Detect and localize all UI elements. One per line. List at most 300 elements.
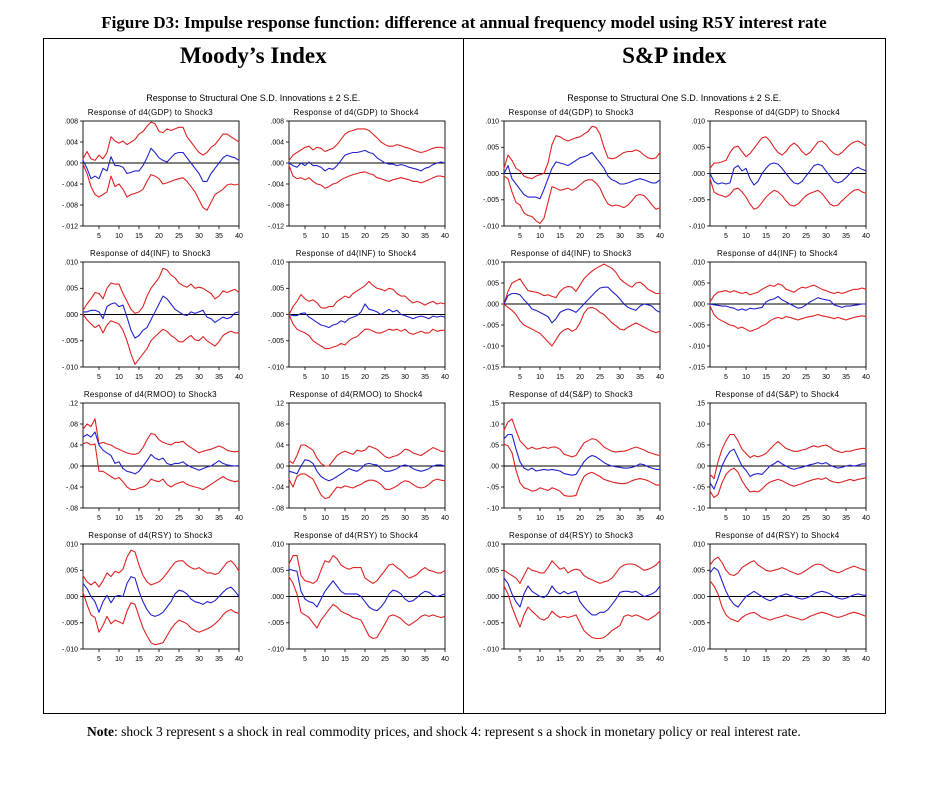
svg-text:.010: .010 [691, 541, 706, 549]
x-tick-labels [97, 508, 243, 522]
axes [689, 119, 870, 241]
svg-text:40: 40 [235, 656, 244, 664]
svg-text:35: 35 [215, 233, 224, 241]
svg-text:.15: .15 [695, 400, 706, 408]
svg-text:30: 30 [822, 233, 831, 241]
y-tick-labels [689, 119, 710, 231]
svg-text:20: 20 [361, 656, 370, 664]
x-tick-labels [518, 649, 664, 663]
chart-plot [257, 540, 455, 666]
svg-text:15: 15 [556, 374, 565, 382]
svg-text:.00: .00 [68, 463, 79, 471]
svg-text:15: 15 [762, 233, 771, 241]
svg-text:-.005: -.005 [62, 338, 79, 346]
svg-text:.010: .010 [485, 118, 500, 126]
irf-chart [253, 390, 459, 525]
svg-text:30: 30 [822, 374, 831, 382]
panel-title: S&P index [622, 43, 727, 69]
svg-text:.010: .010 [270, 541, 285, 549]
svg-text:40: 40 [441, 515, 450, 523]
chart-plot [51, 399, 249, 525]
irf-chart [674, 249, 880, 384]
svg-text:40: 40 [441, 233, 450, 241]
response-line [710, 163, 866, 185]
chart-grid [44, 108, 464, 666]
upper-band-line [504, 127, 660, 179]
chart-title: Response of d4(INF) to Shock4 [295, 249, 417, 259]
svg-text:5: 5 [724, 233, 729, 241]
note-label: Note [87, 724, 114, 740]
svg-text:.10: .10 [695, 421, 706, 429]
svg-text:35: 35 [421, 374, 430, 382]
panel-moodys-index [44, 39, 465, 713]
svg-text:40: 40 [441, 656, 450, 664]
y-tick-labels [487, 401, 504, 513]
y-tick-labels [693, 401, 710, 513]
x-tick-labels [97, 226, 243, 240]
svg-text:5: 5 [518, 233, 523, 241]
svg-text:20: 20 [782, 233, 791, 241]
svg-text:.08: .08 [274, 421, 285, 429]
svg-text:25: 25 [802, 374, 811, 382]
panel-subtitle: Response to Structural One S.D. Innovations ± 2 S.E. [567, 93, 782, 104]
svg-text:40: 40 [235, 233, 244, 241]
chart-grid [464, 108, 885, 666]
lower-band-line [504, 586, 660, 639]
svg-text:5: 5 [518, 515, 523, 523]
svg-text:-.05: -.05 [487, 484, 500, 492]
chart-plot [678, 399, 876, 525]
chart-plot [472, 399, 670, 525]
lower-band-line [289, 474, 445, 499]
svg-text:35: 35 [215, 515, 224, 523]
svg-text:.05: .05 [489, 442, 500, 450]
svg-text:-.10: -.10 [693, 505, 706, 513]
svg-text:-.015: -.015 [483, 364, 500, 372]
upper-band-line [504, 419, 660, 457]
irf-chart [48, 390, 254, 525]
chart-plot [472, 540, 670, 666]
y-tick-labels [689, 542, 710, 654]
svg-text:.004: .004 [64, 139, 79, 147]
svg-text:-.005: -.005 [268, 620, 285, 628]
svg-text:.005: .005 [485, 280, 500, 288]
upper-band-line [710, 435, 866, 479]
svg-text:-.005: -.005 [483, 322, 500, 330]
svg-text:.010: .010 [485, 541, 500, 549]
figure-page [0, 12, 928, 742]
svg-text:35: 35 [421, 515, 430, 523]
y-tick-labels [62, 119, 83, 231]
upper-band-line [83, 123, 239, 161]
svg-text:-.004: -.004 [268, 181, 285, 189]
svg-text:10: 10 [321, 515, 330, 523]
svg-text:20: 20 [782, 656, 791, 664]
chart-plot [472, 258, 670, 384]
x-tick-labels [518, 508, 664, 522]
svg-text:.000: .000 [485, 301, 500, 309]
svg-text:.000: .000 [691, 171, 706, 179]
svg-text:20: 20 [361, 233, 370, 241]
svg-text:30: 30 [616, 656, 625, 664]
response-line [710, 568, 866, 607]
svg-text:-.005: -.005 [689, 620, 706, 628]
svg-text:.000: .000 [270, 312, 285, 320]
svg-text:10: 10 [321, 656, 330, 664]
svg-text:20: 20 [155, 233, 164, 241]
x-tick-labels [303, 508, 449, 522]
upper-band-line [83, 269, 239, 314]
x-tick-labels [724, 649, 870, 663]
svg-text:-.005: -.005 [62, 620, 79, 628]
axes [483, 260, 664, 382]
x-tick-labels [518, 226, 664, 240]
svg-text:25: 25 [175, 656, 184, 664]
svg-text:30: 30 [822, 515, 831, 523]
svg-text:.010: .010 [691, 259, 706, 267]
svg-text:5: 5 [303, 233, 308, 241]
svg-text:.005: .005 [64, 285, 79, 293]
svg-text:.008: .008 [270, 118, 285, 126]
chart-title: Response of d4(RSY) to Shock4 [715, 531, 840, 541]
svg-text:35: 35 [636, 656, 645, 664]
svg-text:35: 35 [636, 374, 645, 382]
svg-text:.000: .000 [64, 312, 79, 320]
svg-text:-.010: -.010 [62, 364, 79, 372]
svg-text:.005: .005 [691, 567, 706, 575]
chart-plot [472, 117, 670, 243]
chart-plot [51, 540, 249, 666]
svg-text:.010: .010 [64, 541, 79, 549]
svg-text:20: 20 [576, 374, 585, 382]
svg-text:-.005: -.005 [268, 338, 285, 346]
svg-text:.005: .005 [485, 144, 500, 152]
response-line [710, 297, 866, 311]
svg-text:35: 35 [421, 233, 430, 241]
chart-title: Response of d4(INF) to Shock3 [89, 249, 211, 259]
svg-text:-.012: -.012 [62, 223, 79, 231]
svg-text:.08: .08 [68, 421, 79, 429]
svg-text:20: 20 [361, 374, 370, 382]
y-tick-labels [272, 401, 289, 513]
svg-text:25: 25 [381, 374, 390, 382]
axes [268, 119, 449, 241]
y-tick-labels [268, 542, 289, 654]
chart-plot [678, 540, 876, 666]
irf-chart [468, 531, 674, 666]
svg-text:-.010: -.010 [483, 223, 500, 231]
svg-text:25: 25 [596, 374, 605, 382]
svg-text:-.04: -.04 [272, 484, 285, 492]
svg-text:25: 25 [802, 656, 811, 664]
svg-text:15: 15 [762, 374, 771, 382]
svg-text:-.012: -.012 [268, 223, 285, 231]
svg-text:30: 30 [616, 233, 625, 241]
svg-text:20: 20 [361, 515, 370, 523]
chart-title: Response of d4(RSY) to Shock3 [88, 531, 213, 541]
upper-band-line [710, 137, 866, 169]
svg-text:30: 30 [195, 233, 204, 241]
note-text: : shock 3 represent s a shock in real commodity prices, and shock 4: represent s a shock in monetary policy or real interest rate. [114, 724, 801, 740]
y-tick-labels [689, 260, 710, 372]
chart-title: Response of d4(RMOO) to Shock4 [289, 390, 423, 400]
svg-text:15: 15 [341, 233, 350, 241]
svg-text:.15: .15 [489, 400, 500, 408]
svg-text:10: 10 [536, 656, 545, 664]
chart-title: Response of d4(INF) to Shock3 [510, 249, 632, 259]
chart-plot [678, 117, 876, 243]
svg-text:.005: .005 [64, 567, 79, 575]
svg-text:40: 40 [656, 233, 665, 241]
chart-title: Response of d4(RSY) to Shock4 [293, 531, 419, 541]
svg-text:25: 25 [802, 233, 811, 241]
lower-band-line [289, 166, 445, 189]
svg-text:-.010: -.010 [689, 343, 706, 351]
svg-text:.000: .000 [270, 160, 285, 168]
svg-text:-.008: -.008 [268, 202, 285, 210]
chart-plot [257, 117, 455, 243]
svg-text:5: 5 [97, 515, 102, 523]
svg-text:20: 20 [782, 515, 791, 523]
chart-title: Response of d4(RSY) to Shock3 [508, 531, 634, 541]
svg-text:5: 5 [97, 374, 102, 382]
svg-text:20: 20 [576, 656, 585, 664]
irf-chart [468, 249, 674, 384]
chart-title: Response of d4(INF) to Shock4 [716, 249, 838, 259]
svg-text:40: 40 [441, 374, 450, 382]
svg-text:.00: .00 [489, 463, 500, 471]
svg-text:5: 5 [724, 374, 729, 382]
svg-text:.004: .004 [270, 139, 285, 147]
svg-text:.000: .000 [270, 594, 285, 602]
svg-text:35: 35 [842, 656, 851, 664]
svg-text:40: 40 [656, 656, 665, 664]
svg-text:5: 5 [97, 656, 102, 664]
svg-text:30: 30 [616, 515, 625, 523]
svg-text:.010: .010 [485, 259, 500, 267]
irf-chart [468, 390, 674, 525]
axes [62, 260, 243, 382]
svg-text:40: 40 [862, 374, 871, 382]
response-line [83, 297, 239, 339]
axes [693, 401, 870, 523]
svg-text:.000: .000 [485, 171, 500, 179]
svg-text:30: 30 [195, 515, 204, 523]
svg-text:.10: .10 [489, 421, 500, 429]
svg-text:.000: .000 [64, 594, 79, 602]
upper-band-line [710, 558, 866, 576]
irf-chart [674, 531, 880, 666]
y-tick-labels [268, 119, 289, 231]
svg-text:40: 40 [862, 515, 871, 523]
irf-chart [253, 108, 459, 243]
x-tick-labels [97, 367, 243, 381]
chart-title: Response of d4(S&P) to Shock4 [715, 390, 840, 400]
svg-text:40: 40 [862, 656, 871, 664]
svg-text:25: 25 [175, 515, 184, 523]
svg-text:.005: .005 [691, 280, 706, 288]
svg-text:15: 15 [135, 656, 144, 664]
irf-chart [253, 249, 459, 384]
svg-text:10: 10 [742, 233, 751, 241]
upper-band-line [504, 561, 660, 584]
lower-band-line [289, 577, 445, 639]
svg-text:35: 35 [636, 515, 645, 523]
svg-text:.005: .005 [270, 285, 285, 293]
svg-text:5: 5 [518, 374, 523, 382]
y-tick-labels [483, 260, 504, 372]
svg-text:.008: .008 [64, 118, 79, 126]
figure-note [87, 722, 888, 742]
svg-text:10: 10 [536, 374, 545, 382]
svg-text:-.010: -.010 [483, 646, 500, 654]
upper-band-line [289, 556, 445, 584]
svg-text:10: 10 [115, 515, 124, 523]
svg-text:-.010: -.010 [268, 646, 285, 654]
svg-text:25: 25 [381, 656, 390, 664]
svg-text:15: 15 [556, 233, 565, 241]
svg-text:-.008: -.008 [62, 202, 79, 210]
svg-text:15: 15 [341, 515, 350, 523]
svg-text:35: 35 [215, 656, 224, 664]
svg-text:25: 25 [802, 515, 811, 523]
svg-text:-.08: -.08 [272, 505, 285, 513]
svg-text:25: 25 [175, 374, 184, 382]
svg-text:5: 5 [97, 233, 102, 241]
svg-text:25: 25 [175, 233, 184, 241]
svg-text:-.005: -.005 [483, 197, 500, 205]
svg-text:-.04: -.04 [66, 484, 79, 492]
svg-text:.005: .005 [270, 567, 285, 575]
axes [689, 542, 870, 664]
svg-text:-.010: -.010 [689, 646, 706, 654]
svg-text:-.005: -.005 [689, 322, 706, 330]
x-tick-labels [724, 226, 870, 240]
svg-text:30: 30 [822, 656, 831, 664]
svg-text:-.010: -.010 [268, 364, 285, 372]
lower-band-line [710, 179, 866, 210]
upper-band-line [504, 265, 660, 305]
chart-plot [51, 117, 249, 243]
svg-text:.010: .010 [691, 118, 706, 126]
chart-plot [678, 258, 876, 384]
response-line [289, 304, 445, 328]
irf-chart [674, 108, 880, 243]
upper-band-line [83, 551, 239, 588]
svg-text:10: 10 [321, 233, 330, 241]
svg-text:5: 5 [303, 374, 308, 382]
svg-text:5: 5 [303, 656, 308, 664]
irf-chart [674, 390, 880, 525]
svg-text:.000: .000 [691, 594, 706, 602]
axes [62, 542, 243, 664]
x-tick-labels [518, 367, 664, 381]
svg-text:.05: .05 [695, 442, 706, 450]
figure-frame [43, 38, 886, 714]
svg-text:30: 30 [401, 656, 410, 664]
svg-text:5: 5 [518, 656, 523, 664]
chart-title: Response of d4(GDP) to Shock3 [87, 108, 213, 118]
svg-text:15: 15 [556, 515, 565, 523]
svg-text:20: 20 [576, 233, 585, 241]
svg-text:30: 30 [401, 374, 410, 382]
svg-text:25: 25 [381, 233, 390, 241]
svg-text:10: 10 [536, 233, 545, 241]
svg-text:-.010: -.010 [483, 343, 500, 351]
x-tick-labels [724, 508, 870, 522]
svg-text:-.05: -.05 [693, 484, 706, 492]
chart-title: Response of d4(GDP) to Shock3 [508, 108, 634, 118]
svg-text:10: 10 [742, 656, 751, 664]
svg-text:30: 30 [195, 374, 204, 382]
irf-chart [48, 531, 254, 666]
chart-title: Response of d4(GDP) to Shock4 [714, 108, 840, 118]
x-tick-labels [303, 367, 449, 381]
svg-text:10: 10 [115, 656, 124, 664]
y-tick-labels [483, 542, 504, 654]
chart-title: Response of d4(RMOO) to Shock3 [83, 390, 217, 400]
svg-text:40: 40 [235, 515, 244, 523]
chart-plot [51, 258, 249, 384]
svg-text:.12: .12 [68, 400, 79, 408]
response-line [289, 460, 445, 481]
svg-text:5: 5 [724, 515, 729, 523]
svg-text:10: 10 [536, 515, 545, 523]
svg-text:15: 15 [135, 233, 144, 241]
svg-text:.005: .005 [485, 567, 500, 575]
svg-text:.04: .04 [274, 442, 285, 450]
lower-band-line [710, 469, 866, 498]
lower-band-line [710, 307, 866, 332]
response-line [289, 570, 445, 612]
svg-text:-.005: -.005 [483, 620, 500, 628]
svg-text:10: 10 [742, 374, 751, 382]
svg-text:10: 10 [115, 233, 124, 241]
svg-text:35: 35 [215, 374, 224, 382]
svg-text:.010: .010 [270, 259, 285, 267]
svg-text:40: 40 [235, 374, 244, 382]
svg-text:-.005: -.005 [689, 197, 706, 205]
svg-text:20: 20 [155, 515, 164, 523]
svg-text:15: 15 [341, 656, 350, 664]
figure-title: Figure D3: Impulse response function: difference at annual frequency model using R5Y interest rate [101, 13, 827, 32]
svg-text:20: 20 [576, 515, 585, 523]
svg-text:5: 5 [724, 656, 729, 664]
x-tick-labels [97, 649, 243, 663]
svg-text:-.08: -.08 [66, 505, 79, 513]
response-line [504, 435, 660, 476]
svg-text:25: 25 [596, 515, 605, 523]
panel-subtitle: Response to Structural One S.D. Innovations ± 2 S.E. [146, 93, 361, 104]
axes [268, 260, 449, 382]
svg-text:15: 15 [341, 374, 350, 382]
y-tick-labels [483, 119, 504, 231]
svg-text:15: 15 [762, 515, 771, 523]
upper-band-line [710, 284, 866, 302]
lower-band-line [504, 177, 660, 224]
svg-text:35: 35 [842, 233, 851, 241]
svg-text:25: 25 [381, 515, 390, 523]
x-tick-labels [724, 367, 870, 381]
svg-text:.000: .000 [691, 301, 706, 309]
response-line [710, 450, 866, 490]
x-tick-labels [303, 649, 449, 663]
irf-chart [253, 531, 459, 666]
svg-text:15: 15 [135, 374, 144, 382]
svg-text:.00: .00 [274, 463, 285, 471]
svg-text:5: 5 [303, 515, 308, 523]
chart-title: Response of d4(S&P) to Shock3 [509, 390, 634, 400]
